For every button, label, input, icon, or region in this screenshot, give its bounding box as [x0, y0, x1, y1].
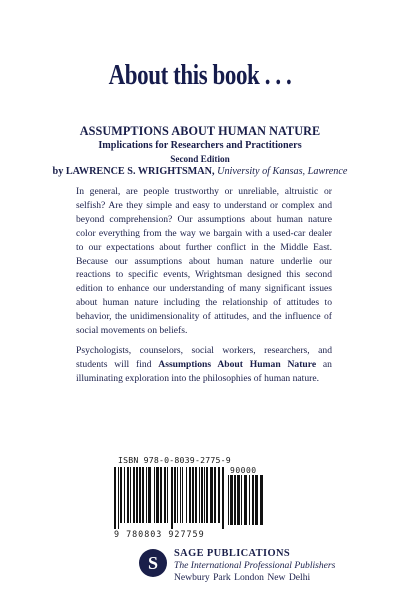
barcode-digits: 9 780803 927759: [114, 529, 205, 539]
author-name: LAWRENCE S. WRIGHTSMAN,: [65, 166, 215, 177]
publisher-tagline: The International Professional Publishers: [174, 560, 336, 571]
publisher-name: SAGE PUBLICATIONS: [174, 548, 291, 559]
author-affiliation: University of Kansas, Lawrence: [217, 166, 348, 177]
description-paragraph-1: In general, are people trustworthy or unreliable, altruistic or selfish? Are they simple and easy to understand or complex and beyond comprehension? Our assumptions about human nature color everything from the way we bargain with a used-car dealer to our expectations about further conflict in the Middle East. Because our assumptions about human nature underlie our reactions to specific events, Wrightsman designed this second edition to enhance our understanding of many significant issues about human nature including the relationship of attitudes to behavior, the unidimensionality of attitudes, and the influence of social movements on beliefs.: [76, 186, 332, 337]
author-line: [0, 165, 400, 178]
by-label: by: [52, 166, 64, 177]
addon-digits: 90000: [230, 466, 257, 475]
edition-label: Second Edition: [170, 154, 230, 164]
book-title-mention: Assumptions About Human Nature: [158, 358, 317, 370]
title-block: [0, 124, 400, 178]
book-title: ASSUMPTIONS ABOUT HUMAN NATURE: [79, 124, 321, 138]
ean-barcode-icon: [113, 467, 225, 529]
sage-logo-icon: [138, 548, 168, 578]
logo-letter: S: [147, 553, 159, 573]
addon-barcode-icon: [227, 475, 265, 529]
headline: About this book . . .: [108, 60, 292, 91]
description: [76, 185, 332, 392]
audience-text: Psychologists, counselors, social workers, researchers, and students will find: [76, 344, 332, 370]
book-subtitle: Implications for Researchers and Practitioners: [98, 140, 302, 151]
isbn-text: ISBN 978-0-8039-2775-9: [118, 455, 231, 465]
description-paragraph-2: [76, 344, 332, 386]
barcode: [113, 467, 265, 531]
publisher-cities: Newbury Park London New Delhi: [174, 572, 311, 583]
closing-text: an illuminating exploration into the philosophies of human nature.: [76, 358, 332, 384]
